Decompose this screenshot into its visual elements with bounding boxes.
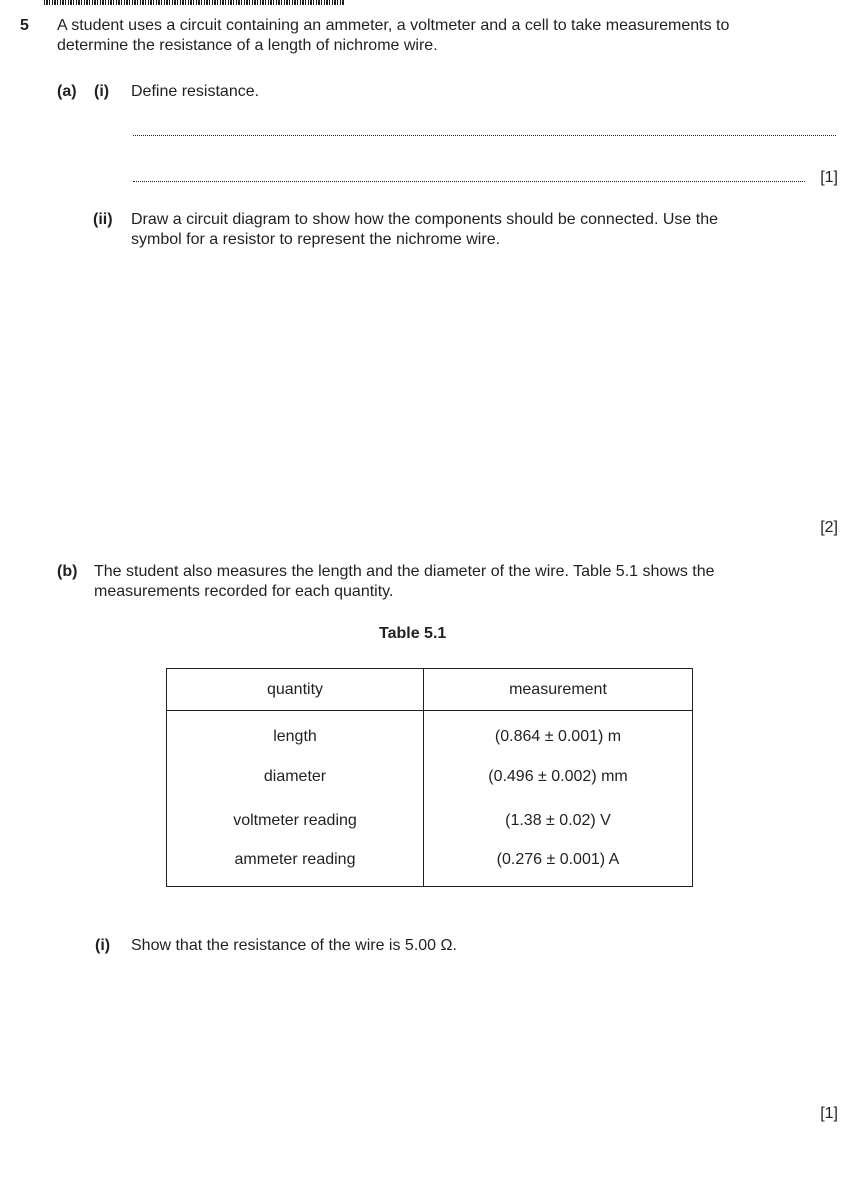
- part-a-ii-text-line-2: symbol for a resistor to represent the nichrome wire.: [131, 231, 501, 248]
- part-b-i-label: (i): [95, 937, 111, 954]
- question-number: 5: [20, 17, 29, 34]
- part-b-label: (b): [57, 563, 78, 580]
- table-cell-measurement: (1.38 ± 0.02) V: [505, 811, 611, 829]
- part-b-text-line-2: measurements recorded for each quantity.: [94, 583, 394, 600]
- part-a-i-text: Define resistance.: [131, 83, 260, 100]
- table-cell-measurement: (0.276 ± 0.001) A: [496, 851, 620, 869]
- part-a-i-label: (i): [94, 83, 110, 100]
- part-a-i-mark: [1]: [820, 169, 838, 186]
- working-area[interactable]: [131, 966, 836, 1096]
- table-header-quantity: quantity: [167, 669, 424, 711]
- part-b-i-mark: [1]: [820, 1105, 838, 1122]
- table-cell-quantity: diameter: [167, 755, 424, 799]
- part-a-ii-label: (ii): [93, 211, 113, 228]
- measurement-table: [166, 668, 693, 887]
- table-cell-quantity: voltmeter reading: [167, 799, 424, 843]
- answer-line-1[interactable]: [133, 135, 836, 136]
- question-intro-line-1: A student uses a circuit containing an ammeter, a voltmeter and a cell to take measurements to: [57, 17, 730, 34]
- table-row: [167, 843, 693, 887]
- table-cell-quantity: ammeter reading: [167, 843, 424, 887]
- question-intro-line-2: determine the resistance of a length of nichrome wire.: [57, 37, 438, 54]
- part-b-text-line-1: The student also measures the length and the diameter of the wire. Table 5.1 shows the: [94, 563, 715, 580]
- circuit-diagram-area[interactable]: [131, 260, 836, 510]
- barcode: [44, 0, 344, 5]
- table-row: [167, 755, 693, 799]
- table-row: [167, 711, 693, 755]
- table-header-measurement: measurement: [424, 669, 693, 711]
- table-cell-measurement: (0.864 ± 0.001) m: [494, 727, 622, 745]
- part-b-i-text: Show that the resistance of the wire is 5.00 Ω.: [131, 937, 457, 954]
- part-a-ii-text-line-1: Draw a circuit diagram to show how the components should be connected. Use the: [131, 211, 718, 228]
- part-a-ii-mark: [2]: [820, 519, 838, 536]
- table-title: Table 5.1: [379, 625, 447, 642]
- table-row: [167, 799, 693, 843]
- part-a-label: (a): [57, 83, 77, 100]
- table-cell-measurement: (0.496 ± 0.002) mm: [488, 767, 628, 785]
- answer-line-2[interactable]: [133, 181, 805, 182]
- table-cell-quantity: length: [167, 711, 424, 755]
